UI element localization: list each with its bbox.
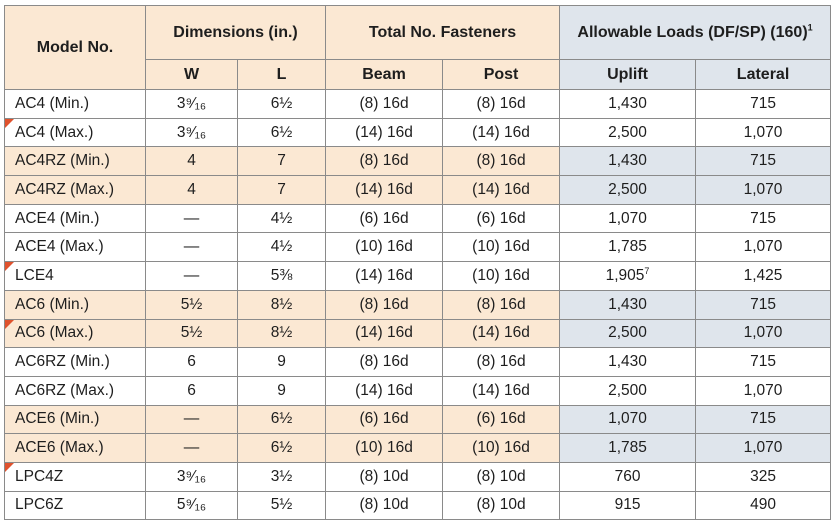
width-cell — [146, 147, 238, 176]
width-cell-text: — — [183, 439, 200, 457]
length-cell-text: 3½ — [270, 467, 293, 485]
beam-fasteners-cell-text: (10) 16d — [355, 439, 413, 457]
lateral-load-cell — [696, 233, 831, 262]
header-l: L — [238, 60, 326, 90]
length-cell-text: 6½ — [270, 94, 293, 112]
length-cell — [238, 491, 326, 520]
lateral-load-cell — [696, 319, 831, 348]
uplift-load-cell-text: 1,785 — [608, 238, 647, 256]
uplift-load-cell — [560, 376, 696, 405]
model-cell-text: LCE4 — [15, 266, 54, 284]
table-row — [5, 434, 831, 463]
lateral-load-cell-text: 715 — [750, 353, 776, 371]
model-cell-text: AC4 (Max.) — [15, 123, 94, 141]
uplift-load-cell-text: 1,785 — [608, 439, 647, 457]
post-fasteners-cell — [443, 376, 560, 405]
model-cell-text: ACE4 (Min.) — [15, 209, 100, 227]
beam-fasteners-cell-text: (14) 16d — [355, 381, 413, 399]
model-cell-text: AC4RZ (Max.) — [15, 180, 115, 198]
footnote-ref: 1 — [807, 22, 813, 33]
width-cell — [146, 462, 238, 491]
beam-fasteners-cell-text: (8) 16d — [359, 152, 409, 170]
uplift-load-cell-text: 2,500 — [608, 123, 647, 141]
length-cell — [238, 319, 326, 348]
beam-fasteners-cell — [326, 118, 443, 147]
beam-fasteners-cell-text: (14) 16d — [355, 266, 413, 284]
width-cell-text: 3⁹⁄₁₆ — [176, 123, 207, 141]
lateral-load-cell-text: 490 — [750, 496, 776, 514]
table-row — [5, 290, 831, 319]
uplift-load-cell — [560, 262, 696, 291]
table-row — [5, 462, 831, 491]
length-cell — [238, 90, 326, 119]
model-cell — [5, 376, 146, 405]
width-cell — [146, 434, 238, 463]
uplift-load-cell-text: 2,500 — [608, 381, 647, 399]
model-cell-text: AC4RZ (Min.) — [15, 152, 110, 170]
uplift-load-cell — [560, 491, 696, 520]
post-fasteners-cell-text: (14) 16d — [472, 180, 530, 198]
uplift-load-cell-text: 915 — [614, 496, 641, 514]
post-fasteners-cell-text: (8) 10d — [476, 467, 526, 485]
post-fasteners-cell-text: (8) 16d — [476, 94, 526, 112]
model-cell-text: AC6 (Max.) — [15, 324, 94, 342]
uplift-load-cell — [560, 118, 696, 147]
model-cell — [5, 233, 146, 262]
width-cell-text: — — [183, 266, 200, 284]
corner-flag-icon — [5, 119, 14, 128]
length-cell-text: 8½ — [270, 295, 293, 313]
lateral-load-cell-text: 325 — [750, 467, 776, 485]
length-cell — [238, 147, 326, 176]
length-cell — [238, 405, 326, 434]
uplift-load-cell-text: 1,905 — [605, 266, 645, 284]
uplift-load-cell-text: 1,430 — [608, 152, 647, 170]
width-cell — [146, 204, 238, 233]
post-fasteners-cell — [443, 118, 560, 147]
model-cell-text: AC4 (Min.) — [15, 94, 90, 112]
uplift-load-cell-text: 760 — [614, 467, 641, 485]
post-fasteners-cell-text: (10) 16d — [472, 439, 530, 457]
post-fasteners-cell-text: (8) 10d — [476, 496, 526, 514]
beam-fasteners-cell-text: (6) 16d — [359, 209, 409, 227]
table-row — [5, 319, 831, 348]
width-cell — [146, 176, 238, 205]
corner-flag-icon — [5, 463, 14, 472]
length-cell — [238, 434, 326, 463]
model-cell — [5, 90, 146, 119]
lateral-load-cell-text: 715 — [750, 94, 776, 112]
model-cell-text: AC6RZ (Max.) — [15, 381, 115, 399]
length-cell — [238, 376, 326, 405]
uplift-load-cell — [560, 348, 696, 377]
beam-fasteners-cell — [326, 90, 443, 119]
post-fasteners-cell — [443, 319, 560, 348]
lateral-load-cell-text: 1,070 — [743, 180, 783, 198]
model-cell — [5, 118, 146, 147]
post-fasteners-cell — [443, 462, 560, 491]
post-fasteners-cell-text: (14) 16d — [472, 381, 530, 399]
length-cell — [238, 204, 326, 233]
lateral-load-cell — [696, 176, 831, 205]
post-fasteners-cell — [443, 262, 560, 291]
beam-fasteners-cell-text: (8) 10d — [359, 496, 409, 514]
width-cell-text: 4 — [187, 180, 196, 198]
uplift-load-cell — [560, 462, 696, 491]
uplift-load-cell-text: 1,430 — [608, 295, 647, 313]
width-cell-text: 5½ — [180, 324, 203, 342]
width-cell — [146, 376, 238, 405]
beam-fasteners-cell — [326, 434, 443, 463]
header-uplift: Uplift — [560, 60, 696, 90]
table-row — [5, 491, 831, 520]
width-cell-text: — — [183, 410, 200, 428]
length-cell-text: 4½ — [270, 209, 293, 227]
model-cell — [5, 348, 146, 377]
post-fasteners-cell-text: (8) 16d — [476, 353, 526, 371]
table-row — [5, 233, 831, 262]
width-cell — [146, 90, 238, 119]
lateral-load-cell-text: 1,070 — [743, 238, 783, 256]
width-cell-text: 3⁹⁄₁₆ — [176, 94, 207, 112]
beam-fasteners-cell — [326, 491, 443, 520]
beam-fasteners-cell — [326, 147, 443, 176]
post-fasteners-cell — [443, 204, 560, 233]
uplift-load-cell-text: 1,430 — [608, 353, 647, 371]
table-row — [5, 405, 831, 434]
length-cell — [238, 348, 326, 377]
model-cell — [5, 262, 146, 291]
model-cell-text: ACE6 (Max.) — [15, 439, 104, 457]
beam-fasteners-cell — [326, 348, 443, 377]
lateral-load-cell-text: 715 — [750, 410, 776, 428]
uplift-load-cell — [560, 147, 696, 176]
post-fasteners-cell — [443, 176, 560, 205]
width-cell — [146, 290, 238, 319]
post-fasteners-cell-text: (10) 16d — [472, 266, 530, 284]
header-allowable-loads-label: Allowable Loads (DF/SP) (160) — [577, 24, 808, 41]
lateral-load-cell — [696, 118, 831, 147]
length-cell — [238, 262, 326, 291]
beam-fasteners-cell — [326, 262, 443, 291]
post-fasteners-cell-text: (14) 16d — [472, 324, 530, 342]
model-cell-text: ACE6 (Min.) — [15, 410, 100, 428]
post-fasteners-cell — [443, 405, 560, 434]
beam-fasteners-cell — [326, 290, 443, 319]
post-fasteners-cell-text: (8) 16d — [476, 295, 526, 313]
length-cell-text: 6½ — [270, 123, 293, 141]
lateral-load-cell-text: 715 — [750, 209, 776, 227]
beam-fasteners-cell-text: (8) 16d — [359, 295, 409, 313]
model-cell — [5, 176, 146, 205]
lateral-load-cell-text: 1,070 — [743, 439, 783, 457]
beam-fasteners-cell — [326, 176, 443, 205]
beam-fasteners-cell-text: (10) 16d — [355, 238, 413, 256]
header-dimensions: Dimensions (in.) — [146, 6, 326, 60]
beam-fasteners-cell-text: (8) 10d — [359, 467, 409, 485]
model-cell-text: LPC4Z — [15, 467, 64, 485]
beam-fasteners-cell — [326, 376, 443, 405]
beam-fasteners-cell — [326, 233, 443, 262]
uplift-load-cell — [560, 176, 696, 205]
header-total-fasteners: Total No. Fasteners — [326, 6, 560, 60]
lateral-load-cell — [696, 90, 831, 119]
post-fasteners-cell — [443, 290, 560, 319]
width-cell — [146, 118, 238, 147]
table-row — [5, 262, 831, 291]
length-cell-text: 6½ — [270, 410, 293, 428]
beam-fasteners-cell — [326, 319, 443, 348]
table-body — [5, 90, 831, 520]
table-row — [5, 376, 831, 405]
width-cell — [146, 262, 238, 291]
header-allowable-loads — [560, 6, 831, 60]
lateral-load-cell — [696, 434, 831, 463]
table-row — [5, 348, 831, 377]
header-post: Post — [443, 60, 560, 90]
model-cell — [5, 405, 146, 434]
lateral-load-cell — [696, 462, 831, 491]
post-fasteners-cell — [443, 90, 560, 119]
header-beam: Beam — [326, 60, 443, 90]
model-cell — [5, 491, 146, 520]
length-cell-text: 5⅜ — [270, 266, 293, 284]
table-row — [5, 204, 831, 233]
uplift-load-cell-text: 1,070 — [608, 410, 647, 428]
uplift-load-cell — [560, 405, 696, 434]
width-cell-text: 6 — [187, 353, 196, 371]
lateral-load-cell-text: 715 — [750, 295, 776, 313]
lateral-load-cell-text: 1,070 — [743, 324, 783, 342]
lateral-load-cell — [696, 376, 831, 405]
length-cell-text: 8½ — [270, 324, 293, 342]
lateral-load-cell — [696, 405, 831, 434]
post-fasteners-cell-text: (8) 16d — [476, 152, 526, 170]
model-cell — [5, 319, 146, 348]
header-lateral: Lateral — [696, 60, 831, 90]
model-cell — [5, 462, 146, 491]
length-cell — [238, 233, 326, 262]
length-cell — [238, 118, 326, 147]
beam-fasteners-cell-text: (8) 16d — [359, 353, 409, 371]
model-cell-text: ACE4 (Max.) — [15, 238, 104, 256]
lateral-load-cell — [696, 262, 831, 291]
beam-fasteners-cell — [326, 405, 443, 434]
length-cell-text: 6½ — [270, 439, 293, 457]
footnote-ref: 7 — [644, 265, 650, 276]
width-cell-text: 5⁹⁄₁₆ — [176, 496, 207, 514]
length-cell — [238, 176, 326, 205]
uplift-load-cell-text: 1,070 — [608, 209, 647, 227]
uplift-load-cell — [560, 233, 696, 262]
width-cell-text: 5½ — [180, 295, 203, 313]
table-row — [5, 118, 831, 147]
width-cell-text: 6 — [187, 381, 196, 399]
header-w: W — [146, 60, 238, 90]
uplift-load-cell — [560, 290, 696, 319]
beam-fasteners-cell — [326, 204, 443, 233]
uplift-load-cell — [560, 434, 696, 463]
length-cell-text: 4½ — [270, 238, 293, 256]
uplift-load-cell — [560, 90, 696, 119]
lateral-load-cell — [696, 348, 831, 377]
length-cell-text: 7 — [277, 152, 286, 170]
width-cell — [146, 491, 238, 520]
post-fasteners-cell — [443, 233, 560, 262]
width-cell-text: — — [183, 238, 200, 256]
length-cell-text: 9 — [277, 353, 286, 371]
beam-fasteners-cell-text: (14) 16d — [355, 180, 413, 198]
beam-fasteners-cell-text: (8) 16d — [359, 94, 409, 112]
post-fasteners-cell-text: (14) 16d — [472, 123, 530, 141]
beam-fasteners-cell — [326, 462, 443, 491]
corner-flag-icon — [5, 262, 14, 271]
uplift-load-cell — [560, 319, 696, 348]
length-cell — [238, 462, 326, 491]
length-cell — [238, 290, 326, 319]
table-row — [5, 90, 831, 119]
lateral-load-cell-text: 715 — [750, 152, 776, 170]
length-cell-text: 7 — [277, 180, 286, 198]
model-cell-text: LPC6Z — [15, 496, 64, 514]
length-cell-text: 5½ — [270, 496, 293, 514]
post-fasteners-cell-text: (6) 16d — [476, 410, 526, 428]
uplift-load-cell-text: 2,500 — [608, 324, 647, 342]
width-cell — [146, 319, 238, 348]
beam-fasteners-cell-text: (14) 16d — [355, 123, 413, 141]
width-cell-text: 3⁹⁄₁₆ — [176, 467, 207, 485]
uplift-load-cell-text: 1,430 — [608, 94, 647, 112]
model-cell-text: AC6RZ (Min.) — [15, 353, 110, 371]
uplift-load-cell — [560, 204, 696, 233]
width-cell — [146, 348, 238, 377]
table-row — [5, 147, 831, 176]
model-cell-text: AC6 (Min.) — [15, 295, 90, 313]
post-fasteners-cell — [443, 434, 560, 463]
lateral-load-cell-text: 1,070 — [743, 381, 783, 399]
post-fasteners-cell-text: (6) 16d — [476, 209, 526, 227]
header-model-no: Model No. — [5, 6, 146, 90]
width-cell-text: — — [183, 209, 200, 227]
width-cell — [146, 233, 238, 262]
model-cell — [5, 204, 146, 233]
lateral-load-cell-text: 1,425 — [743, 266, 783, 284]
post-fasteners-cell — [443, 348, 560, 377]
table-row — [5, 176, 831, 205]
width-cell-text: 4 — [187, 152, 196, 170]
model-cell — [5, 290, 146, 319]
width-cell — [146, 405, 238, 434]
post-fasteners-cell — [443, 147, 560, 176]
corner-flag-icon — [5, 320, 14, 329]
lateral-load-cell — [696, 204, 831, 233]
model-cell — [5, 147, 146, 176]
lateral-load-cell — [696, 491, 831, 520]
model-cell — [5, 434, 146, 463]
lateral-load-cell — [696, 290, 831, 319]
length-cell-text: 9 — [277, 381, 286, 399]
lateral-load-cell — [696, 147, 831, 176]
beam-fasteners-cell-text: (14) 16d — [355, 324, 413, 342]
allowable-loads-table — [4, 5, 831, 520]
lateral-load-cell-text: 1,070 — [743, 123, 783, 141]
uplift-load-cell-text: 2,500 — [608, 180, 647, 198]
beam-fasteners-cell-text: (6) 16d — [359, 410, 409, 428]
post-fasteners-cell — [443, 491, 560, 520]
post-fasteners-cell-text: (10) 16d — [472, 238, 530, 256]
